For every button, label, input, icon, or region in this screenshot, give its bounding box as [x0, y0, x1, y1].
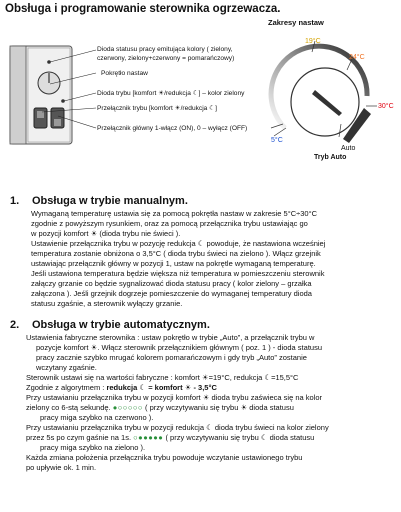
section1-line: załączona ). Jeśli grzejnik dogrzeje pomieszczenie do wymaganej temperatury dioda — [31, 289, 312, 298]
dial-label-19: 19°C — [305, 38, 321, 45]
section1-line: Wymaganą temperaturę ustawia się za pomocą pokrętła nastaw w zakresie 5°C÷30°C — [31, 209, 318, 218]
section2-line: po upływie ok. 1 min. — [26, 463, 97, 472]
callout-status-led-line1: Dioda statusu pracy emitująca kolory ( zielony, — [97, 46, 233, 53]
reduction-blink-text: przez 5s po czym gaśnie na 1s. — [26, 433, 132, 442]
section1-line: Jeśli ustawiona temperatura będzie większa niż temperatura w pomieszczeniu sterownik — [31, 269, 325, 278]
section2-algorithm-line — [26, 383, 398, 393]
comfort-blink-text: zielony co 6-stą sekundę. — [26, 403, 111, 412]
section1-number: 1. — [10, 195, 20, 207]
section1-line: Ustawienie przełącznika trybu w pozycję redukcja ☾ powoduje, że nastawiona wcześniej — [31, 239, 326, 248]
controller-device-illustration — [9, 45, 73, 145]
setpoint-dial-diagram — [263, 28, 399, 178]
section2-line: pracy miga szybko na czerwono ). — [40, 413, 154, 422]
section2-line: Przy ustawianiu przełącznika trybu w pozycji komfort ☀ dioda trybu zaświeca się na kolor — [26, 393, 323, 402]
section2-line — [26, 433, 398, 443]
page-title: Obsługa i programowanie sterownika ogrzewacza. — [5, 3, 281, 15]
status-led-icon — [47, 60, 51, 64]
section2-line: Przy ustawianiu przełącznika trybu w pozycji redukcja ☾ dioda trybu świeci na kolor zielony — [26, 423, 329, 432]
section1-line: załączy grzanie co będzie sygnalizować dioda statusu pracy ( kolor zielony – grzałka — [31, 279, 312, 288]
section1-line: zgodnie z powyższym rysunkiem, oraz za pomocą przełącznika trybu ustawiając go — [31, 219, 308, 228]
section2-line: Każda zmiana położenia przełącznika trybu powoduje wczytanie ustawionego trybu — [26, 453, 303, 462]
callout-knob: Pokrętło nastaw — [101, 70, 148, 77]
dial-label-30: 30°C — [378, 103, 394, 110]
dial-label-auto: Auto — [341, 145, 356, 152]
section1-line: statusu zgaśnie, a sterownik wyłączy grzanie. — [31, 299, 183, 308]
algorithm-label: Zgodnie z algorytmem : — [26, 383, 107, 392]
dial-title: Zakresy nastaw — [268, 18, 324, 27]
comfort-blink-pattern-icon: ●○○○○○ — [112, 403, 143, 412]
section2-line: pozycje komfort ☀. Włącz sterownik przełącznikiem głównym ( poz. 1 ) - dioda statusu — [36, 343, 322, 352]
callout-status-led — [97, 45, 234, 63]
section1-heading-text: Obsługa w trybie manualnym. — [32, 195, 188, 207]
section1-heading — [10, 195, 188, 207]
section2-heading-text: Obsługa w trybie automatycznym. — [32, 319, 210, 331]
callout-status-led-line2: czerwony, zielony+czerwony = pomarańczowy) — [97, 55, 235, 62]
dial-label-tryb-auto: Tryb Auto — [314, 154, 347, 161]
section2-heading — [10, 319, 210, 331]
section2-line: Sterownik ustawi się na wartości fabryczne : komfort ☀=19°C, redukcja ☾=15,5°C — [26, 373, 299, 382]
section2-body — [26, 333, 398, 473]
section2-line: Ustawienia fabryczne sterownika : ustaw pokrętło w trybie „Auto”, a przełącznik trybu w — [26, 333, 315, 342]
dial-label-5: 5°C — [271, 137, 283, 144]
section1-line: w pozycji komfort ☀ (dioda trybu nie świeci ). — [31, 229, 181, 238]
algorithm-formula: redukcja ☾ = komfort ☀ - 3,5°C — [106, 383, 217, 392]
section2-number: 2. — [10, 319, 20, 331]
comfort-loading-text: ( przy wczytywaniu się trybu ☀ dioda statusu — [145, 403, 294, 412]
section1-line: ustawiając przełącznik główny w pozycji 1, ustaw na pokrętle wymaganą temperaturę. — [31, 259, 316, 268]
reduction-loading-text: ( przy wczytywaniu się trybu ☾ dioda statusu — [165, 433, 315, 442]
callout-main-switch: Przełącznik główny 1-włącz (ON), 0 – wyłącz (OFF) — [97, 125, 248, 132]
section2-line — [26, 403, 398, 413]
dial-label-24: 24°C — [349, 54, 365, 61]
section2-line: pracy miga szybko na zielono ). — [40, 443, 146, 452]
section1-line: temperatura zostanie obniżona o 3,5°C ( dioda trybu świeci na zielono ). Włącz grzejnik — [31, 249, 321, 258]
reduction-blink-pattern-icon: ○●●●●● — [133, 433, 164, 442]
section1-body — [31, 209, 399, 309]
callout-mode-led: Dioda trybu [komfort ☀/redukcja ☾] – kolor zielony — [97, 90, 245, 97]
section2-line: pracy zacznie szybko mrugać kolorem pomarańczowym i gdy tryb „Auto” zostanie — [36, 353, 307, 362]
section2-line: wczytany zgaśnie. — [36, 363, 97, 372]
mode-led-icon — [61, 99, 65, 103]
callout-mode-switch: Przełącznik trybu [komfort ☀/redukcja ☾] — [97, 105, 217, 112]
